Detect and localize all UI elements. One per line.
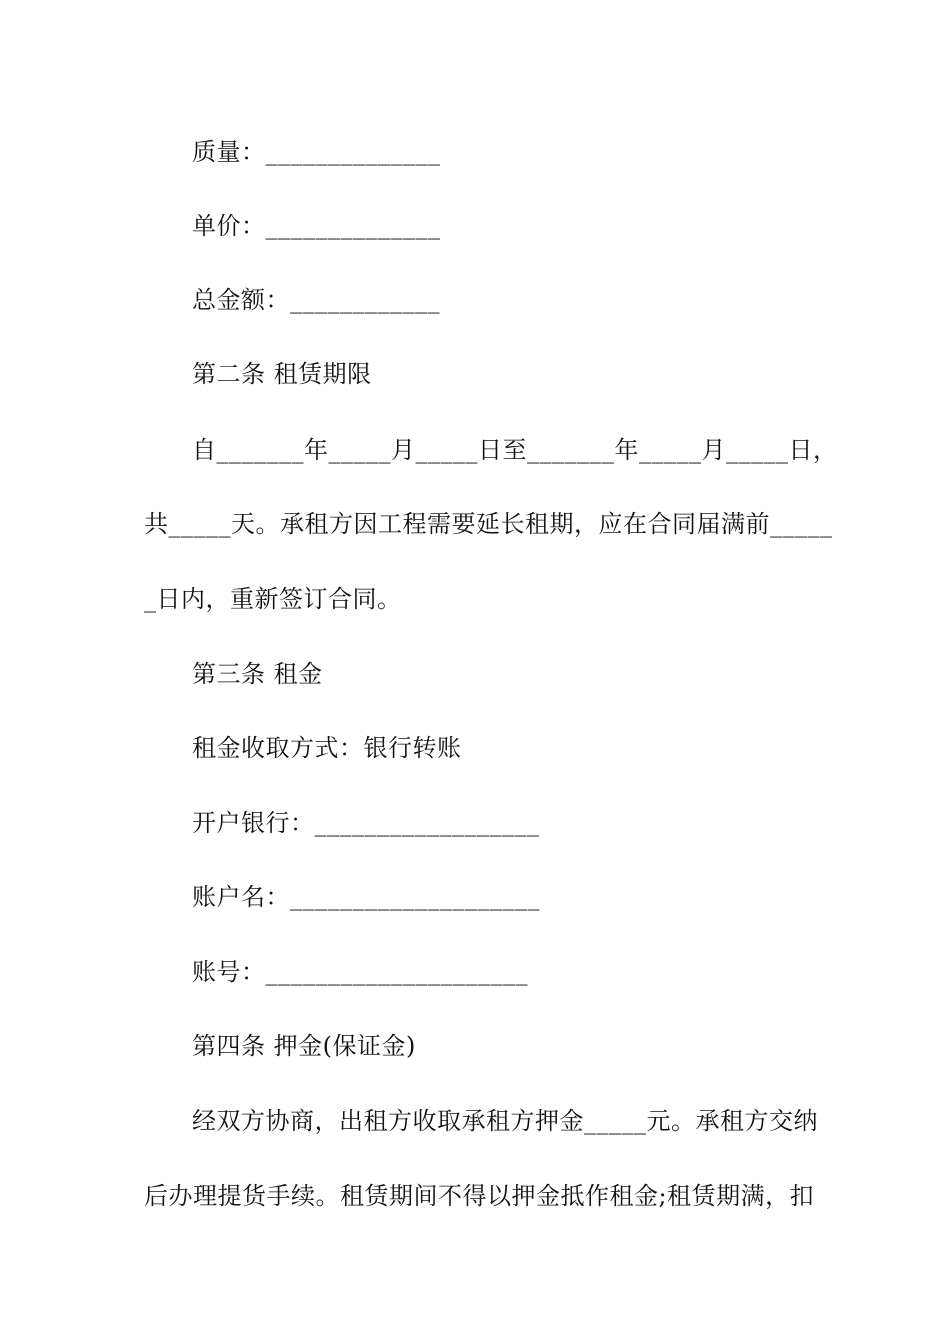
deposit-paragraph-line-2: 后办理提货手续。租赁期间不得以押金抵作租金;租赁期满，扣 [144,1182,815,1210]
lease-period-line-2: 共_____天。承租方因工程需要延长租期，应在合同届满前_____ [144,510,833,538]
account-number-field: 账号：_____________________ [192,958,528,986]
total-amount-field: 总金额：____________ [192,286,440,314]
article-3-heading: 第三条 租金 [192,660,323,688]
unit-price-field: 单价：______________ [192,212,441,240]
article-4-heading: 第四条 押金(保证金) [192,1032,416,1060]
account-name-field: 账户名：____________________ [192,883,540,911]
lease-period-line-3: _日内，重新签订合同。 [144,585,402,613]
article-2-heading: 第二条 租赁期限 [192,360,372,388]
quality-field: 质量：______________ [192,138,441,166]
lease-period-line-1: 自_______年_____月_____日至_______年_____月_____日， [192,436,838,464]
bank-name-field: 开户银行：__________________ [192,809,540,837]
rent-payment-method: 租金收取方式：银行转账 [192,734,462,762]
deposit-paragraph-line-1: 经双方协商，出租方收取承租方押金_____元。承租方交纳 [192,1107,818,1135]
